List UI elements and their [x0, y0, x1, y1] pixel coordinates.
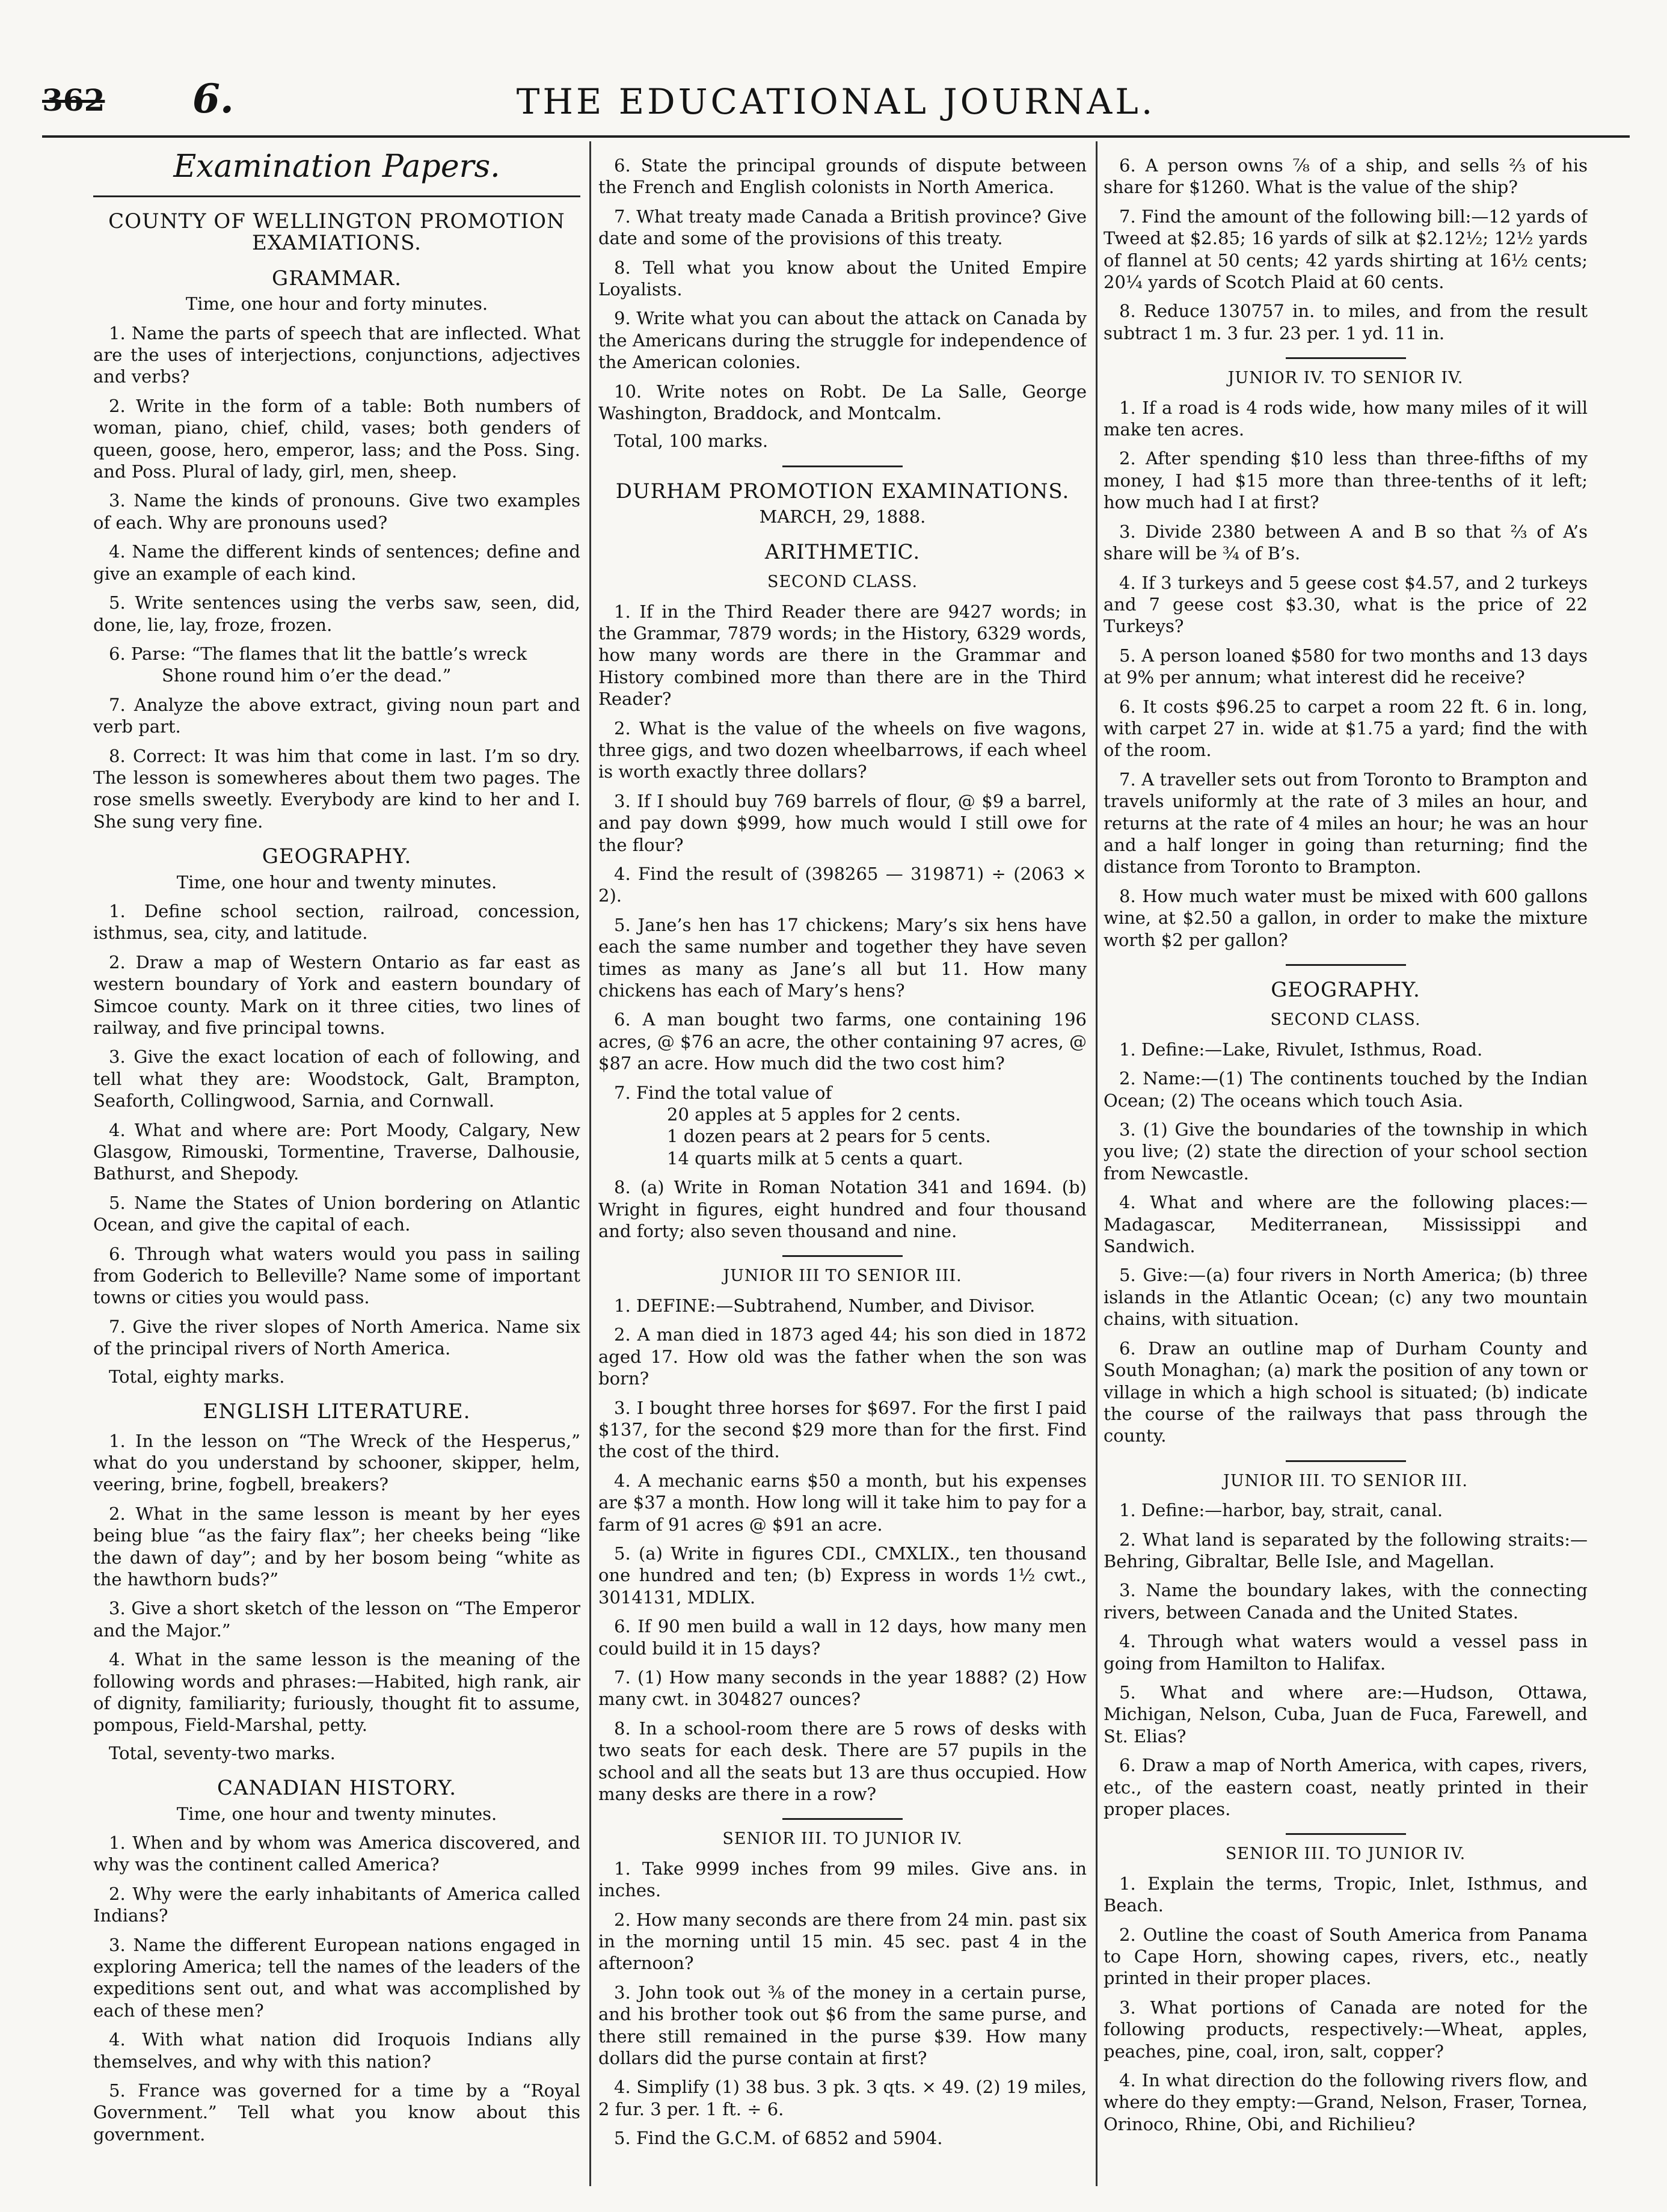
section-heading: CANADIAN HISTORY.	[216, 1776, 457, 1801]
question: 4. A mechanic earns $50 a month, but his expenses are $37 a month. How long will it take him to pay for a farm of 91 acres @ $91 an acre.	[598, 1470, 1087, 1535]
question: 3. I bought three horses for $697. For the first I paid $137, for the second $29 more than for the first. Find the cost of the third.	[598, 1397, 1087, 1462]
time-allowed: Time, one hour and forty minutes.	[185, 293, 488, 315]
total-marks: Total, 100 marks.	[614, 431, 769, 452]
question: 1. Explain the terms, Tropic, Inlet, Isthmus, and Beach.	[1104, 1873, 1588, 1916]
question: 1. Define:—Lake, Rivulet, Isthmus, Road.	[1119, 1039, 1483, 1060]
question: 2. A man died in 1873 aged 44; his son died in 1872 aged 17. How old was the father when the son was born?	[598, 1324, 1087, 1389]
question: 6. It costs $96.25 to carpet a room 22 ft. 6 in. long, with carpet 27 in. wide at $1.75 a yard; find the with of the room.	[1104, 696, 1588, 761]
question: 8. Tell what you know about the United Empire Loyalists.	[598, 257, 1087, 300]
column-2	[598, 147, 1087, 2180]
question: 1. In the lesson on “The Wreck of the Hesperus,” what do you understand by schooner, skipper, helm, veering, brine, fogbell, breakers?	[93, 1430, 580, 1495]
class-heading: JUNIOR III. TO SENIOR III.	[1223, 1471, 1468, 1490]
question: 1. Name the parts of speech that are inflected. What are the uses of interjections, conjunctions, adjectives and verbs?	[93, 322, 580, 387]
indented-line: 1 dozen pears at 2 pears for 5 cents.	[667, 1126, 991, 1147]
question: 4. Find the result of (398265 — 319871) ÷ (2063 × 2).	[598, 863, 1087, 906]
time-allowed: Time, one hour and twenty minutes.	[176, 1803, 497, 1824]
section-divider	[1286, 357, 1406, 359]
section-heading: GEOGRAPHY.	[1271, 978, 1420, 1002]
question: 3. Name the boundary lakes, with the connecting rivers, between Canada and the United States.	[1104, 1580, 1588, 1623]
question: 8. Correct: It was him that come in last. I’m so dry. The lesson is somewheres about them two pages. The rose smells sweetly. Everybody are kind to her and I. She sung very fine.	[93, 745, 580, 832]
question: 7. Analyze the above extract, giving noun part and verb part.	[93, 694, 580, 737]
question: 1. When and by whom was America discovered, and why was the continent called America?	[93, 1833, 580, 1875]
question: 3. John took out ⅜ of the money in a certain purse, and his brother took out $6 from the same purse, and there still remained in the purse $39. How many dollars did the purse contain at first?	[598, 1982, 1087, 2069]
column-1	[93, 147, 580, 2180]
question: 6. Parse: “The flames that lit the battle’s wreck	[109, 643, 527, 664]
question: 6. If 90 men build a wall in 12 days, how many men could build it in 15 days?	[598, 1616, 1087, 1659]
total-marks: Total, eighty marks.	[109, 1366, 285, 1387]
question: 3. Give the exact location of each of following, and tell what they are: Woodstock, Galt, Brampton, Seaforth, Collingwood, Sarnia, and Cornwall.	[93, 1046, 580, 1111]
question: 2. What land is separated by the following straits:—Behring, Gibraltar, Belle Isle, and Magellan.	[1104, 1529, 1588, 1571]
question: 3. Name the kinds of pronouns. Give two examples of each. Why are pronouns used?	[93, 490, 580, 533]
question: 3. Divide 2380 between A and B so that ⅔ of A’s share will be ¾ of B’s.	[1104, 521, 1588, 564]
section-heading: ARITHMETIC.	[764, 539, 921, 564]
class-heading: JUNIOR III TO SENIOR III.	[723, 1267, 962, 1286]
question: 2. Why were the early inhabitants of America called Indians?	[93, 1883, 580, 1926]
old-page-number: 362	[42, 82, 105, 118]
question: 7. Give the river slopes of North America. Name six of the principal rivers of North America.	[93, 1316, 580, 1359]
question: 3. What portions of Canada are noted for the following products, respectively:—Wheat, apples, peaches, pine, coal, iron, salt, copper?	[1104, 1997, 1588, 2062]
class-heading: SECOND CLASS.	[1270, 1010, 1421, 1030]
question: 4. If 3 turkeys and 5 geese cost $4.57, and 2 turkeys and 7 geese cost $3.30, what is the price of 22 Turkeys?	[1104, 572, 1588, 637]
section-title: Examination Papers.	[93, 147, 580, 197]
question: 6. Draw an outline map of Durham County and South Monaghan; (a) mark the position of any town or village in which a high school is situated; (b) indicate the course of the railways that pass through the county.	[1104, 1338, 1588, 1446]
question: 7. A traveller sets out from Toronto to Brampton and travels uniformly at the rate of 3 miles an hour, and returns at the rate of 4 miles an hour; he was an hour and a half longer in going than returning; find the distance from Toronto to Brampton.	[1104, 769, 1588, 877]
column-divider	[1096, 141, 1098, 2186]
question: 6. State the principal grounds of dispute between the French and English colonists in North America.	[598, 155, 1087, 198]
question: 1. If a road is 4 rods wide, how many miles of it will make ten acres.	[1104, 397, 1588, 440]
class-heading: JUNIOR IV. TO SENIOR IV.	[1227, 369, 1464, 388]
question: 4. With what nation did Iroquois Indians ally themselves, and why with this nation?	[93, 2029, 580, 2072]
question: 2. After spending $10 less than three-fifths of my money, I had $15 more than three-tenths of it left; how much had I at first?	[1104, 448, 1588, 513]
column-divider	[589, 141, 591, 2186]
question: 1. Define:—harbor, bay, strait, canal.	[1119, 1500, 1443, 1521]
indented-line: 20 apples at 5 apples for 2 cents.	[667, 1104, 961, 1125]
question: 7. What treaty made Canada a British province? Give date and some of the provisions of this treaty.	[598, 206, 1087, 249]
question: 8. (a) Write in Roman Notation 341 and 1694. (b) Wright in figures, eight hundred and four thousand and forty; also seven thousand and nine.	[598, 1177, 1087, 1242]
section-heading: GRAMMAR.	[272, 266, 402, 290]
question: 10. Write notes on Robt. De La Salle, George Washington, Braddock, and Montcalm.	[598, 381, 1087, 424]
section-divider	[782, 1818, 903, 1820]
question: 2. How many seconds are there from 24 min. past six in the morning until 15 min. 45 sec. past 4 in the afternoon?	[598, 1909, 1087, 1974]
section-divider	[1286, 1833, 1406, 1835]
question: 8. How much water must be mixed with 600 gallons wine, at $2.50 a gallon, in order to make the mixture worth $2 per gallon?	[1104, 885, 1588, 950]
question: 7. (1) How many seconds in the year 1888? (2) How many cwt. in 304827 ounces?	[598, 1667, 1087, 1710]
question: 2. What is the value of the wheels on five wagons, three gigs, and two dozen wheelbarrows, if each wheel is worth exactly three dollars?	[598, 717, 1087, 782]
question: 4. What and where are: Port Moody, Calgary, New Glasgow, Rimouski, Tormentine, Traverse, Dalhousie, Bathurst, and Shepody.	[93, 1119, 580, 1184]
section-heading: DURHAM PROMOTION EXAMINATIONS.	[615, 479, 1070, 503]
question: 8. In a school-room there are 5 rows of desks with two seats for each desk. There are 57 pupils in the school and all the seats but 13 are thus occupied. How many desks are there in a row?	[598, 1718, 1087, 1804]
question: 3. Name the different European nations engaged in exploring America; tell the names of the leaders of the expeditions sent out, and what was accomplished by each of these men?	[93, 1934, 580, 2021]
section-heading: COUNTY OF WELLINGTON PROMOTION EXAMIATIONS.	[108, 209, 565, 256]
section-divider	[782, 1255, 903, 1257]
question: 4. Through what waters would a vessel pass in going from Hamilton to Halifax.	[1104, 1631, 1588, 1674]
question: 8. Reduce 130757 in. to miles, and from the result subtract 1 m. 3 fur. 23 per. 1 yd. 11 in.	[1104, 301, 1588, 343]
question: 3. (1) Give the boundaries of the township in which you live; (2) state the direction of your school section from Newcastle.	[1104, 1119, 1588, 1184]
question: 5. Jane’s hen has 17 chickens; Mary’s six hens have each the same number and together they have seven times as many as Jane’s all but 11. How many chickens has each of Mary’s hens?	[598, 914, 1087, 1001]
class-heading: SECOND CLASS.	[767, 573, 918, 592]
question: 5. Give:—(a) four rivers in North America; (b) three islands in the Atlantic Ocean; (c) any two mountain chains, with situation.	[1104, 1265, 1588, 1330]
question: 4. In what direction do the following rivers flow, and where do they empty:—Grand, Nelson, Fraser, Tornea, Orinoco, Rhine, Obi, and Richilieu?	[1104, 2070, 1588, 2134]
question: 6. A man bought two farms, one containing 196 acres, @ $76 an acre, the other containing 97 acres, @ $87 an acre. How much did the two cost him?	[598, 1009, 1087, 1074]
question: 5. Write sentences using the verbs saw, seen, did, done, lie, lay, froze, frozen.	[93, 592, 580, 635]
question: 3. If I should buy 769 barrels of flour, @ $9 a barrel, and pay down $999, how much would I still owe for the flour?	[598, 790, 1087, 855]
question: 3. Give a short sketch of the lesson on “The Emperor and the Major.”	[93, 1598, 580, 1641]
column-3	[1104, 147, 1588, 2180]
question: 5. Name the States of Union bordering on Atlantic Ocean, and give the capital of each.	[93, 1192, 580, 1235]
question: 9. Write what you can about the attack on Canada by the Americans during the struggle for independence of the American colonies.	[598, 308, 1087, 373]
section-divider	[1286, 964, 1406, 966]
section-divider	[782, 465, 903, 467]
indented-line: 14 quarts milk at 5 cents a quart.	[667, 1147, 963, 1169]
question: 7. Find the total value of	[614, 1082, 832, 1103]
question: 1. Define school section, railroad, concession, isthmus, sea, city, and latitude.	[93, 900, 580, 944]
section-divider	[1286, 1460, 1406, 1462]
total-marks: Total, seventy-two marks.	[109, 1742, 336, 1763]
question: 2. Name:—(1) The continents touched by the Indian Ocean; (2) The oceans which touch Asia.	[1104, 1068, 1588, 1111]
question: 6. Draw a map of North America, with capes, rivers, etc., of the eastern coast, neatly printed in their proper places.	[1104, 1755, 1588, 1819]
question: 4. Name the different kinds of sentences; define and give an example of each kind.	[93, 541, 580, 584]
question: 5. (a) Write in figures CDI., CMXLIX., ten thousand one hundred and ten; (b) Express in words 1½ cwt., 3014131, MDLIX.	[598, 1543, 1087, 1608]
question: 7. Find the amount of the following bill:—12 yards of Tweed at $2.85; 16 yards of silk at $2.12½; 12½ yards of flannel at 50 cents; 42 yards shirting at 16½ cents; 20¼ yards of Scotch Plaid at 60 cents.	[1104, 206, 1588, 293]
exam-date: MARCH, 29, 1888.	[759, 506, 926, 527]
question: 2. Draw a map of Western Ontario as far east as western boundary of York and eastern boundary of Simcoe county. Mark on it three cities, two lines of railway, and five principal towns.	[93, 951, 580, 1038]
question: 2. Outline the coast of South America from Panama to Cape Horn, showing capes, rivers, etc., neatly printed in their proper places.	[1104, 1924, 1588, 1989]
question: 5. France was governed for a time by a “Royal Government.” Tell what you know about this government.	[93, 2080, 580, 2145]
section-heading: GEOGRAPHY.	[262, 844, 412, 869]
page-header	[42, 75, 1630, 135]
question: 6. Through what waters would you pass in sailing from Goderich to Belleville? Name some of important towns or cities you would pass.	[93, 1243, 580, 1308]
question: 1. Take 9999 inches from 99 miles. Give ans. in inches.	[598, 1858, 1087, 1901]
question: 4. What in the same lesson is the meaning of the following words and phrases:—Habited, high rank, air of dignity, familiarity; furiously, thought fit to assume, pompous, Field-Marshal, petty.	[93, 1649, 580, 1736]
question: 2. What in the same lesson is meant by her eyes being blue “as the fairy flax”; her cheeks being “like the dawn of day”; and by her bosom being “white as the hawthorn buds?”	[93, 1503, 580, 1590]
question: 4. What and where are the following places:—Madagascar, Mediterranean, Mississippi and Sandwich.	[1104, 1192, 1588, 1257]
question: 2. Write in the form of a table: Both numbers of woman, piano, chief, child, vases; both genders of queen, goose, hero, emperor, lass; and the Poss. Sing. and Poss. Plural of lady, girl, men, sheep.	[93, 395, 580, 482]
question: 5. A person loaned $580 for two months and 13 days at 9% per annum; what interest did he receive?	[1104, 645, 1588, 688]
question: 1. DEFINE:—Subtrahend, Number, and Divisor.	[614, 1295, 1036, 1316]
handwritten-page-number: 6.	[192, 75, 234, 122]
quoted-line: Shone round him o’er the dead.”	[162, 665, 452, 686]
class-heading: SENIOR III. TO JUNIOR IV.	[722, 1830, 963, 1849]
class-heading: SENIOR III. TO JUNIOR IV.	[1225, 1845, 1466, 1864]
section-heading: ENGLISH LITERATURE.	[203, 1399, 471, 1424]
question: 1. If in the Third Reader there are 9427 words; in the Grammar, 7879 words; in the History, 6329 words, how many words are there in the Grammar and History combined more than there are in the Third Reader?	[598, 601, 1087, 710]
journal-title: THE EDUCATIONAL JOURNAL.	[516, 81, 1156, 122]
time-allowed: Time, one hour and twenty minutes.	[176, 871, 497, 892]
question: 4. Simplify (1) 38 bus. 3 pk. 3 qts. × 49. (2) 19 miles, 2 fur. 3 per. 1 ft. ÷ 6.	[598, 2077, 1087, 2119]
question: 6. A person owns ⅞ of a ship, and sells ⅔ of his share for $1260. What is the value of the ship?	[1104, 155, 1588, 198]
header-rule	[42, 135, 1630, 138]
question: 5. Find the G.C.M. of 6852 and 5904.	[614, 2128, 943, 2149]
question: 5. What and where are:—Hudson, Ottawa, Michigan, Nelson, Cuba, Juan de Fuca, Farewell, and St. Elias?	[1104, 1682, 1588, 1747]
